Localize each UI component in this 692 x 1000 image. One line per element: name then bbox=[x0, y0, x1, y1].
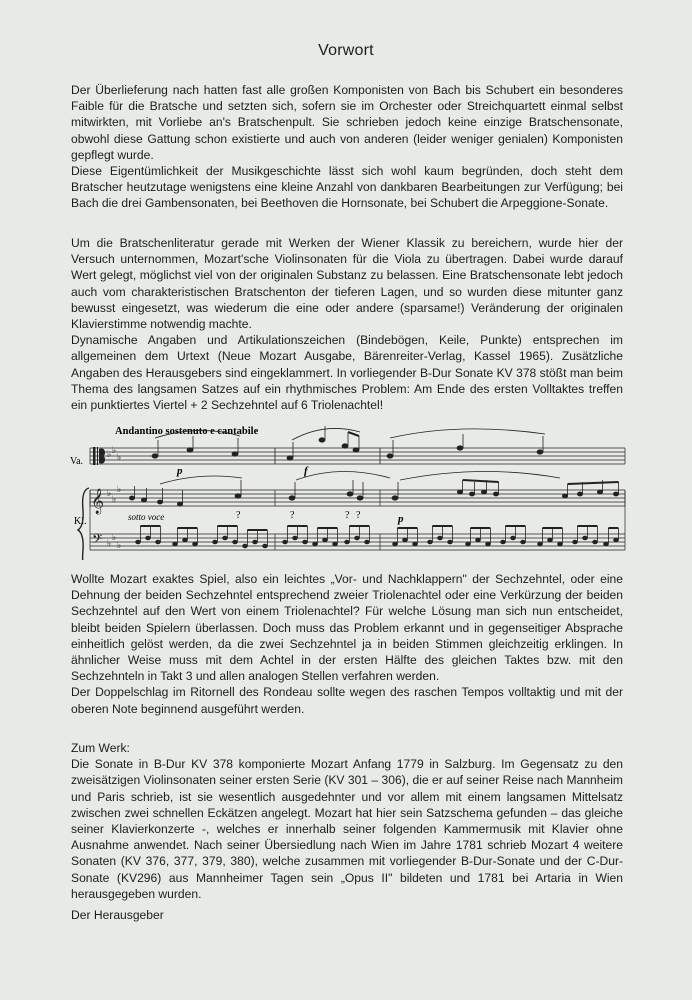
treble-clef-icon: 𝄞 bbox=[91, 489, 105, 514]
piano-dynamic-p: p bbox=[398, 513, 404, 525]
work-paragraph: Die Sonate in B-Dur KV 378 komponierte Mozart Anfang 1779 in Salzburg. Im Gegensatz zu den zweisätzigen Violinsonaten seiner ersten Serie (KV 301 – 306), die er auf seiner Reise nach Mannheim und Paris schrieb, ist sie wesentlich ausgedehnter und vor allem mit einem langsamen Mittelsatz zwischen zwei schnellen Eckätzen angelegt. Mozart hat hier sein Satzschema gefunden – das gleiche seiner Klavierkonzerte -, welches er innerhalb seiner folgenden Kammermusik mit Klavier ohne Ausnahme anwendet. Nach seiner Übersiedlung nach Wien im Jahre 1781 schrieb Mozart 4 weitere Sonaten (KV 376, 377, 379, 380), welche zusammen mit vorliegender B-Dur-Sonate und der C-Dur-Sonate (KV296) aus Mannheimer Tagen sein „Opus II" bildeten und 1781 bei Artaria in Wien herausgegeben wurden. bbox=[71, 757, 623, 901]
viola-key-signature bbox=[107, 446, 121, 463]
viola-dynamic-p: p bbox=[177, 465, 183, 477]
edition-section bbox=[71, 235, 623, 413]
svg-text:♭: ♭ bbox=[112, 533, 117, 543]
intro-paragraph: Der Überlieferung nach hatten fast alle großen Komponisten von Bach bis Schubert ein besonderes Faible für die Bratsche und setzten sich, sofern sie im Orchester oder Streichquartett einmal selbst mitwirkten, mit Vorliebe an's Bratschenpult. Sie schrieben jedoch keine einzige Bratschensonate, obwohl diese Gattung schon existierte und auch von anderen (leider weniger genialen) Komponisten gepflegt wurde. bbox=[71, 83, 623, 162]
discussion-paragraph: Der Doppelschlag im Ritornell des Rondeau sollte wegen des raschen Tempos volltaktig und mit der oberen Note beginnend ausgeführt werden. bbox=[71, 685, 623, 716]
viola-label: Va. bbox=[70, 456, 84, 467]
svg-text:♭: ♭ bbox=[117, 485, 122, 495]
svg-text:♭: ♭ bbox=[107, 450, 112, 460]
svg-text:♭: ♭ bbox=[117, 453, 122, 463]
bass-clef-icon: 𝄢 bbox=[92, 531, 103, 550]
discussion-section bbox=[71, 571, 623, 717]
bass-notes bbox=[136, 526, 619, 548]
work-heading: Zum Werk: bbox=[71, 741, 130, 755]
music-example bbox=[60, 420, 640, 560]
work-section bbox=[71, 740, 623, 902]
intro-section bbox=[71, 82, 623, 212]
treble-slurs bbox=[160, 471, 560, 484]
edition-paragraph: Dynamische Angaben und Artikulationszeichen (Bindebögen, Keile, Punkte) entsprechen im allgemeinen dem Urtext (Neue Mozart Ausgabe, Bärenreiter-Verlag, Kassel 1965). Zusätzliche Angaben des Herausgebers sind eingeklammert. In vorliegender B-Dur Sonate KV 378 stößt man beim Thema des langsamen Satzes auf ein rhythmisches Problem: Am Ende des ersten Volltaktes treffen ein punktiertes Viertel + 2 Sechzehntel auf 6 Triolenachtel! bbox=[71, 333, 623, 413]
svg-text:♭: ♭ bbox=[117, 541, 122, 551]
page-title: Vorwort bbox=[318, 42, 374, 59]
svg-text:♭: ♭ bbox=[107, 489, 112, 499]
tempo-marking: Andantino sostenuto e cantabile bbox=[115, 426, 259, 437]
viola-dynamic-f: f bbox=[304, 465, 308, 477]
svg-text:♭: ♭ bbox=[112, 446, 117, 456]
sotto-voce-marking: sotto voce bbox=[128, 512, 165, 522]
query-mark: ? bbox=[345, 510, 350, 521]
svg-text:♭: ♭ bbox=[107, 539, 112, 549]
query-mark: ? bbox=[290, 510, 295, 521]
discussion-paragraph: Wollte Mozart exaktes Spiel, also ein leichtes „Vor- und Nachklappern" der Sechzehntel, oder eine Dehnung der beiden Sechzehntel entsprechend zweier Triolenachtel oder eine Verkürzung der beiden Sechzehntel auf den Wert von einem Triolenachtel? Für welche Lösung man sich nun entscheidet, bleibt beiden Spielern überlassen. Doch muss das Problem erkannt und in gegenseitiger Absprache einheitlich gelöst werden, da die zwei Sechzehntel ja in beiden Stimmen gleichzeitig erklingen. In ähnlicher Weise muss mit dem Achtel in der ersten Hälfte des gleichen Taktes bzw. mit den Sechzehnteln in Takt 3 und allen analogen Stellen verfahren werden. bbox=[71, 572, 623, 684]
bass-key-signature bbox=[107, 533, 121, 551]
intro-paragraph: Diese Eigentümlichkeit der Musikgeschichte lässt sich wohl kaum begründen, doch steht dem Bratscher heutzutage wenigstens eine kleine Anzahl von dankbaren Bearbeitungen zur Verfügung; bei Bach die drei Gambensonaten, bei Beethoven die Hornsonate, bei Schubert die Arpeggione-Sonate. bbox=[71, 164, 623, 211]
query-mark: ? bbox=[356, 510, 361, 521]
query-mark: ? bbox=[236, 510, 241, 521]
edition-paragraph: Um die Bratschenliteratur gerade mit Werken der Wiener Klassik zu bereichern, wurde hier der Versuch unternommen, Mozart'sche Violinsonaten für die Viola zu übertragen. Dabei wurde darauf Wert gelegt, möglichst viel von der originalen Substanz zu belassen. Eine Bratschensonate lebt jedoch auch vom charakteristischen Bratschenton der tieferen Lagen, und so wurden diese mitunter ganz bewusst eingesetzt, was wiederum die eine oder andere (sparsame!) Veränderung der originalen Klavierstimme notwendig machte. bbox=[71, 236, 623, 332]
piano-label: Kl. bbox=[74, 516, 87, 527]
svg-text:♭: ♭ bbox=[112, 495, 117, 505]
signature: Der Herausgeber bbox=[71, 908, 164, 922]
